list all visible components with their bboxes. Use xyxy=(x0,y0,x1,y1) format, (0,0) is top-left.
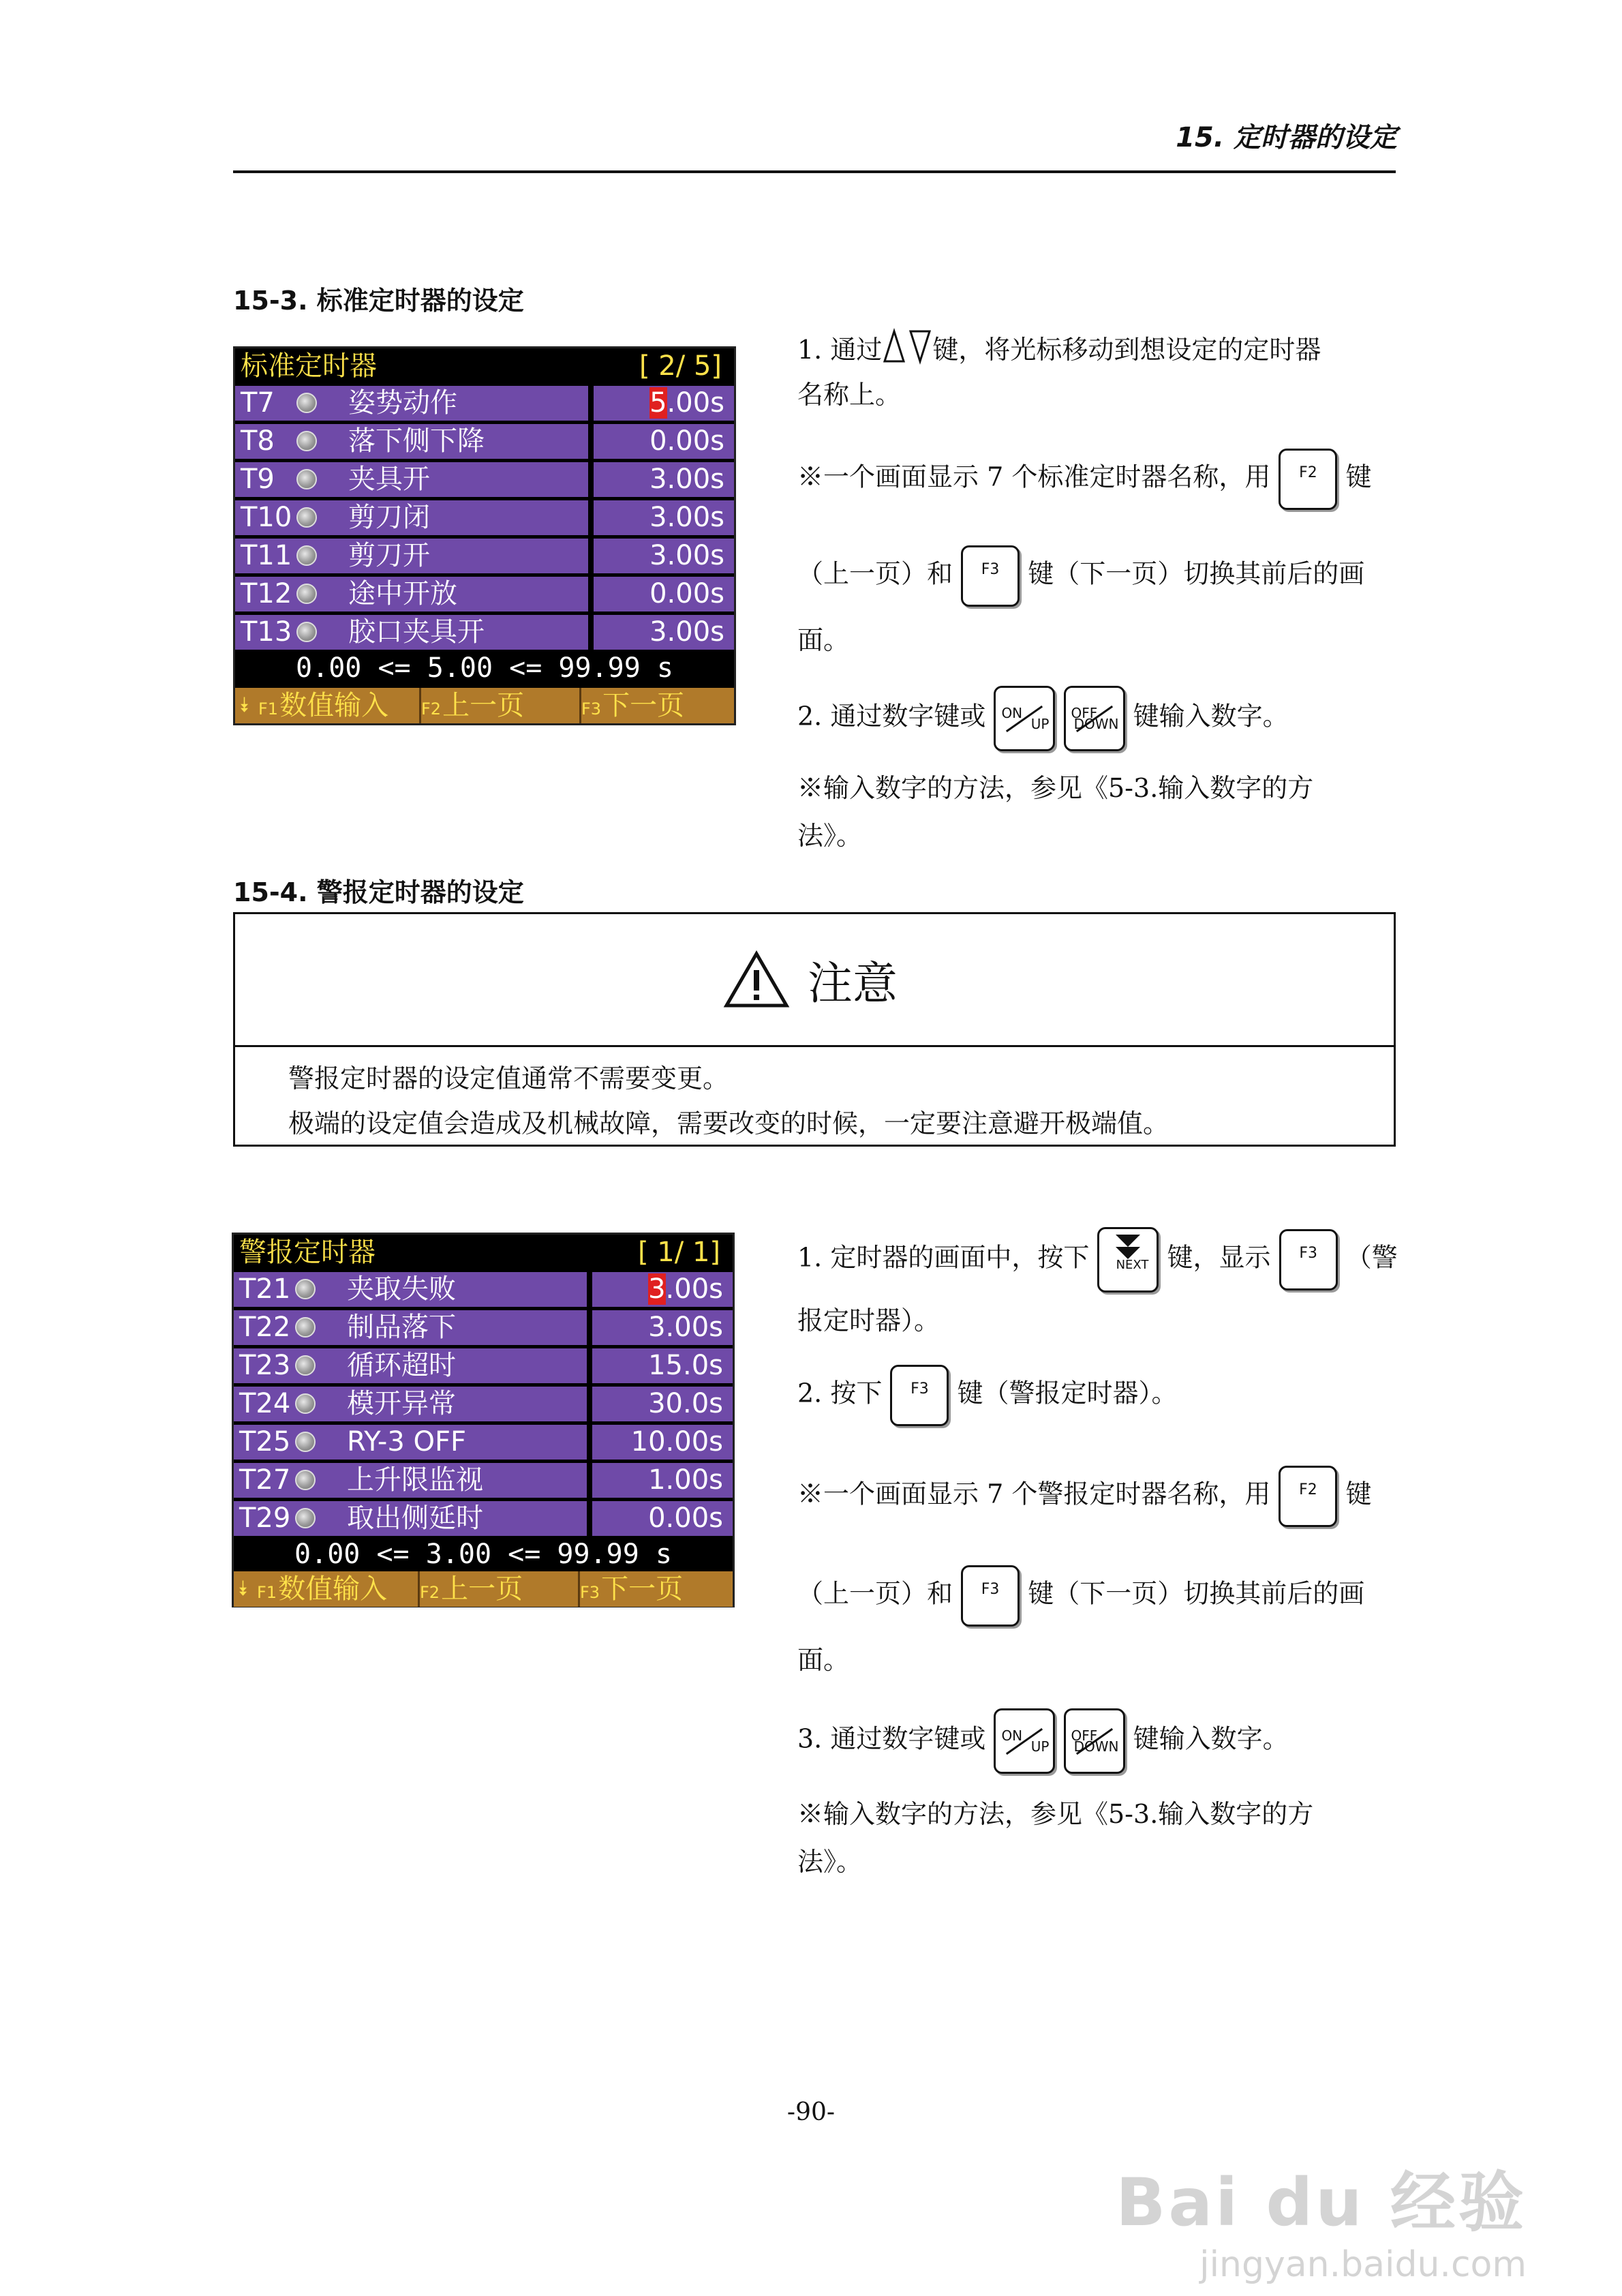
watermark-url: jingyan.baidu.com xyxy=(1199,2244,1527,2285)
timer-id: T7 xyxy=(241,387,275,419)
f2-key-icon: F2 xyxy=(1279,1466,1337,1527)
caution-header xyxy=(235,914,1394,1047)
f1-softkey[interactable] xyxy=(258,688,407,723)
timer-name: 途中开放 xyxy=(348,578,457,609)
timer-row[interactable] xyxy=(234,1270,733,1307)
screen-title-bar xyxy=(235,348,734,384)
status-lamp-icon xyxy=(296,393,317,413)
timer-name: 落下侧下降 xyxy=(348,425,485,457)
alarm-instruction-2: 2. 按下 F3 键（警报定时器）。 xyxy=(797,1365,1178,1426)
timer-name-cell xyxy=(235,386,588,421)
timer-row[interactable] xyxy=(234,1423,733,1460)
timer-value[interactable]: 30.0s xyxy=(592,1387,733,1421)
timer-row[interactable] xyxy=(235,575,734,611)
timer-name-cell xyxy=(235,577,588,611)
f3-softkey[interactable] xyxy=(578,1571,735,1607)
timer-name-cell xyxy=(234,1387,587,1421)
timer-name: 夹取失败 xyxy=(347,1273,456,1305)
timer-value[interactable]: 3.00s xyxy=(594,500,734,535)
f2-action-label: 上一页 xyxy=(442,690,525,721)
screen-page-indicator: [ 2/ 5] xyxy=(639,350,722,382)
status-lamp-icon xyxy=(295,1432,316,1452)
page-number: -90- xyxy=(786,2098,836,2126)
edit-cursor: 5 xyxy=(649,387,667,419)
alarm-timer-screen xyxy=(232,1233,735,1607)
f3-action-label: 下一页 xyxy=(601,1573,684,1605)
instruction-2: 2. 通过数字键或 ON UP OFF DOWN 键输入数字。 xyxy=(797,686,1289,751)
alarm-note-1-line3: 面。 xyxy=(797,1645,850,1675)
f3-softkey[interactable] xyxy=(579,688,736,723)
status-lamp-icon xyxy=(295,1470,316,1490)
timer-id: T13 xyxy=(241,616,292,648)
timer-name: 剪刀开 xyxy=(348,540,430,571)
timer-row[interactable] xyxy=(235,422,734,459)
status-lamp-icon xyxy=(295,1279,316,1299)
note-2-line1: ※输入数字的方法，参见《5-3.输入数字的方 xyxy=(797,773,1314,803)
f3-key-icon: F3 xyxy=(961,1565,1020,1627)
instruction-1: 1. 通过 键，将光标移动到想设定的定时器 xyxy=(797,327,1411,371)
off-down-key-icon: OFF DOWN xyxy=(1064,1708,1125,1774)
timer-value[interactable]: 0.00s xyxy=(594,577,734,611)
page-header-title: 15. 定时器的设定 xyxy=(1176,122,1397,153)
timer-id: T11 xyxy=(241,540,292,571)
f3-action-label: 下一页 xyxy=(602,690,685,721)
f1-softkey[interactable] xyxy=(257,1571,406,1607)
screen-page-indicator: [ 1/ 1] xyxy=(637,1237,720,1268)
next-key-icon: NEXT xyxy=(1097,1227,1159,1293)
f2-action-label: 上一页 xyxy=(441,1573,523,1605)
f1-key-label: F1 xyxy=(258,699,279,719)
timer-name: 姿势动作 xyxy=(348,387,457,419)
f2-key-icon: F2 xyxy=(1279,449,1337,510)
timer-value[interactable]: 3.00s xyxy=(594,615,734,650)
timer-name-cell xyxy=(234,1348,587,1383)
timer-id: T24 xyxy=(239,1388,291,1419)
scroll-down-icon: ⯯ xyxy=(236,1577,249,1601)
f1-action-label: 数值输入 xyxy=(278,1573,388,1605)
baidu-watermark xyxy=(1116,2151,1527,2285)
timer-row[interactable] xyxy=(235,537,734,573)
timer-row[interactable] xyxy=(234,1346,733,1383)
f2-key-label: F2 xyxy=(421,699,442,719)
status-lamp-icon xyxy=(295,1508,316,1528)
timer-row[interactable] xyxy=(234,1308,733,1345)
timer-value[interactable]: 1.00s xyxy=(592,1463,733,1498)
value-range-line: 0.00 <= 3.00 <= 99.99 s xyxy=(234,1537,733,1571)
warning-triangle-icon xyxy=(722,950,791,1010)
timer-value[interactable]: 3.00s xyxy=(592,1310,733,1345)
status-lamp-icon xyxy=(296,584,317,604)
timer-row[interactable] xyxy=(234,1461,733,1498)
timer-name-cell xyxy=(235,462,588,497)
edit-cursor: 3 xyxy=(648,1273,666,1305)
timer-value[interactable]: 3.00s xyxy=(594,462,734,497)
f2-softkey[interactable] xyxy=(419,688,564,723)
timer-id: T10 xyxy=(241,502,292,533)
f1-action-label: 数值输入 xyxy=(279,690,389,721)
timer-name: 制品落下 xyxy=(347,1312,456,1343)
section-title-standard-timer: 15-3. 标准定时器的设定 xyxy=(233,286,524,316)
timer-row[interactable] xyxy=(235,613,734,650)
timer-name: 胶口夹具开 xyxy=(348,616,485,648)
off-down-key-icon: OFF DOWN xyxy=(1064,686,1125,751)
alarm-note-2-line1: ※输入数字的方法，参见《5-3.输入数字的方 xyxy=(797,1799,1314,1829)
note-2-line2: 法》。 xyxy=(797,821,863,851)
instruction-1-cont: 名称上。 xyxy=(797,380,902,410)
on-up-key-icon: ON UP xyxy=(994,1708,1055,1774)
watermark-brand: Bai du 经验 xyxy=(1116,2164,1527,2241)
status-lamp-icon xyxy=(295,1317,316,1338)
caution-box xyxy=(233,912,1396,1147)
scroll-down-icon: ⯯ xyxy=(238,693,250,717)
timer-id: T27 xyxy=(239,1464,291,1496)
timer-id: T12 xyxy=(241,578,292,609)
timer-name: RY-3 OFF xyxy=(347,1426,467,1457)
f3-key-label: F3 xyxy=(581,699,602,719)
timer-id: T23 xyxy=(239,1350,291,1381)
note-1-line1: ※一个画面显示 7 个标准定时器名称，用 F2 键 xyxy=(797,449,1372,510)
on-up-key-icon: ON UP xyxy=(994,686,1055,751)
status-lamp-icon xyxy=(296,431,317,451)
timer-name-cell xyxy=(234,1272,587,1307)
up-down-arrows-icon xyxy=(882,327,932,365)
timer-row[interactable] xyxy=(235,498,734,535)
f3-key-icon: F3 xyxy=(1279,1229,1338,1290)
timer-name-cell xyxy=(234,1310,587,1345)
timer-name: 夹具开 xyxy=(348,464,430,495)
f1-key-label: F1 xyxy=(257,1583,277,1602)
timer-row[interactable] xyxy=(235,460,734,497)
section-title-alarm-timer: 15-4. 警报定时器的设定 xyxy=(233,877,524,907)
caution-title: 注意 xyxy=(808,957,898,1010)
timer-name-cell xyxy=(235,615,588,650)
timer-id: T21 xyxy=(239,1273,291,1305)
f2-softkey[interactable] xyxy=(418,1571,563,1607)
timer-name-cell xyxy=(234,1463,587,1498)
alarm-note-1-line1: ※一个画面显示 7 个警报定时器名称，用 F2 键 xyxy=(797,1466,1372,1527)
alarm-note-2-line2: 法》。 xyxy=(797,1847,863,1877)
status-lamp-icon xyxy=(295,1393,316,1414)
note-1-line2: （上一页）和 F3 键（下一页）切换其前后的画 xyxy=(797,545,1364,607)
status-lamp-icon xyxy=(295,1355,316,1376)
function-key-bar xyxy=(235,688,734,723)
timer-id: T25 xyxy=(239,1426,291,1457)
screen-title: 标准定时器 xyxy=(241,350,377,382)
timer-name-cell xyxy=(235,424,588,459)
timer-name-cell xyxy=(234,1501,587,1536)
timer-id: T29 xyxy=(239,1502,291,1534)
timer-name: 上升限监视 xyxy=(347,1464,483,1496)
timer-value[interactable]: 3.00s xyxy=(592,1272,733,1307)
timer-value[interactable]: 0.00s xyxy=(592,1501,733,1536)
function-key-bar xyxy=(234,1571,733,1607)
alarm-instruction-1-cont: 报定时器）。 xyxy=(797,1305,940,1335)
timer-name-cell xyxy=(235,500,588,535)
timer-value[interactable]: 0.00s xyxy=(594,424,734,459)
f3-key-icon: F3 xyxy=(890,1365,949,1426)
caution-line-1: 警报定时器的设定值通常不需要变更。 xyxy=(288,1063,729,1093)
timer-name: 模开异常 xyxy=(347,1388,456,1419)
timer-id: T9 xyxy=(241,464,275,495)
timer-value[interactable]: 3.00s xyxy=(594,539,734,573)
status-lamp-icon xyxy=(296,545,317,566)
status-lamp-icon xyxy=(296,469,317,489)
timer-id: T8 xyxy=(241,425,275,457)
f3-key-label: F3 xyxy=(580,1583,600,1602)
timer-name: 取出侧延时 xyxy=(347,1502,483,1534)
timer-row[interactable] xyxy=(235,384,734,421)
timer-name-cell xyxy=(235,539,588,573)
timer-name: 剪刀闭 xyxy=(348,502,430,533)
value-range-line: 0.00 <= 5.00 <= 99.99 s xyxy=(235,651,734,685)
alarm-note-1-line2: （上一页）和 F3 键（下一页）切换其前后的画 xyxy=(797,1565,1364,1627)
status-lamp-icon xyxy=(296,507,317,528)
timer-row[interactable] xyxy=(234,1385,733,1421)
note-1-line3: 面。 xyxy=(797,625,850,655)
screen-title-bar xyxy=(234,1235,733,1270)
timer-value[interactable]: 5.00s xyxy=(594,386,734,421)
status-lamp-icon xyxy=(296,622,317,642)
timer-value[interactable]: 10.00s xyxy=(592,1425,733,1460)
alarm-instruction-1: 1. 定时器的画面中，按下 NEXT 键，显示 F3 （警 xyxy=(797,1227,1398,1293)
timer-id: T22 xyxy=(239,1312,291,1343)
timer-row[interactable] xyxy=(234,1499,733,1536)
timer-name: 循环超时 xyxy=(347,1350,456,1381)
alarm-instruction-3: 3. 通过数字键或 ON UP OFF DOWN 键输入数字。 xyxy=(797,1708,1289,1774)
timer-name-cell xyxy=(234,1425,587,1460)
screen-title: 警报定时器 xyxy=(239,1237,376,1268)
f3-key-icon: F3 xyxy=(961,545,1020,607)
header-divider xyxy=(233,170,1396,173)
caution-line-2: 极端的设定值会造成及机械故障，需要改变的时候，一定要注意避开极端值。 xyxy=(288,1108,1169,1138)
timer-value[interactable]: 15.0s xyxy=(592,1348,733,1383)
standard-timer-screen xyxy=(233,346,736,725)
f2-key-label: F2 xyxy=(420,1583,440,1602)
